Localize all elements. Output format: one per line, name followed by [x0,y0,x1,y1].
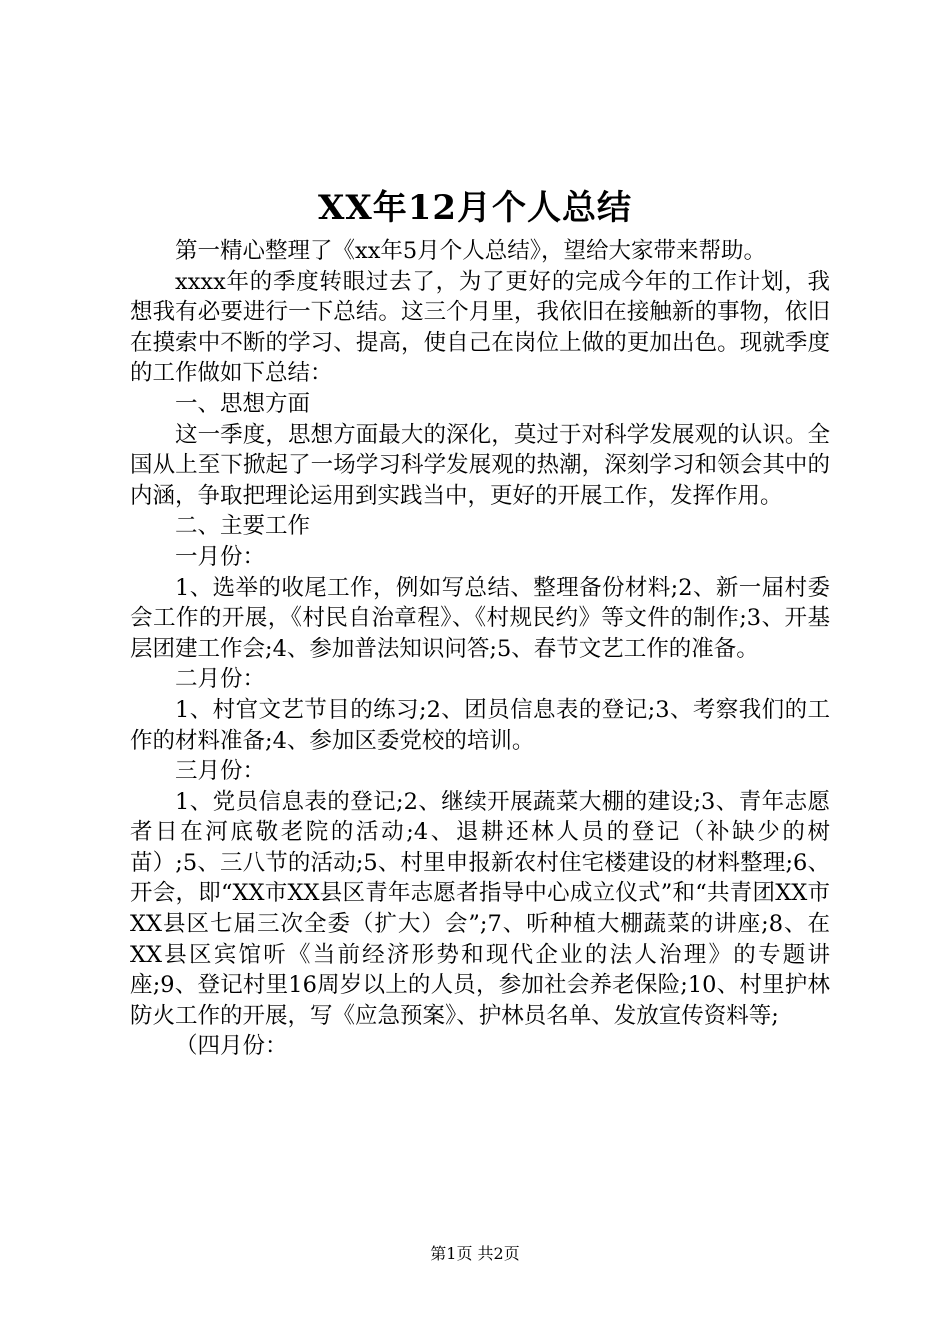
paragraph-january: 1、选举的收尾工作，例如写总结、整理备份材料;2、新一届村委会工作的开展，《村民自治章程》、《村规民约》等文件的制作;3、开基层团建工作会;4、参加普法知识问答;5、春节文艺工作的准备。 [130,574,830,662]
month-heading-february: 二月份： [175,666,266,693]
paragraph-intro: 第一精心整理了《xx年5月个人总结》，望给大家带来帮助。 [175,238,766,264]
section-heading-thought: 一、思想方面 [175,390,311,417]
paragraph-thought: 这一季度，思想方面最大的深化，莫过于对科学发展观的认识。全国从上至下掀起了一场学习科学发展观的热潮，深刻学习和领会其中的内涵，争取把理论运用到实践当中，更好的开展工作，发挥作用。 [130,421,830,509]
document-title: XX年12月个人总结 [317,188,633,228]
month-heading-march: 三月份： [175,758,266,785]
paragraph-february: 1、村官文艺节目的练习;2、团员信息表的登记;3、考察我们的工作的材料准备;4、参加区委党校的培训。 [130,696,830,754]
month-heading-april: （四月份： [175,1033,288,1060]
paragraph-overview: xxxx年的季度转眼过去了，为了更好的完成今年的工作计划，我想我有必要进行一下总结。这三个月里，我依旧在接触新的事物，依旧在摸索中不断的学习、提高，使自己在岗位上做的更加出色。现就季度的工作做如下总结： [130,268,830,387]
document-body [130,236,830,1062]
month-heading-january: 一月份： [175,543,266,570]
page-footer: 第1页 共2页 [430,1244,520,1263]
paragraph-march: 1、党员信息表的登记;2、继续开展蔬菜大棚的建设;3、青年志愿者日在河底敬老院的活动;4、退耕还林人员的登记（补缺少的树苗）;5、三八节的活动;5、村里申报新农村住宅楼建设的材料整理;6、开会，即“XX市XX县区青年志愿者指导中心成立仪式”和“共青团XX市XX县区七届三次全委（扩大）会”;7、听种植大棚蔬菜的讲座;8、在XX县区宾馆听《当前经济形势和现代企业的法人治理》的专题讲座;9、登记村里16周岁以上的人员，参加社会养老保险;10、村里护林防火工作的开展，写《应急预案》、护林员名单、发放宣传资料等; [130,788,830,1029]
section-heading-work: 二、主要工作 [175,513,311,540]
